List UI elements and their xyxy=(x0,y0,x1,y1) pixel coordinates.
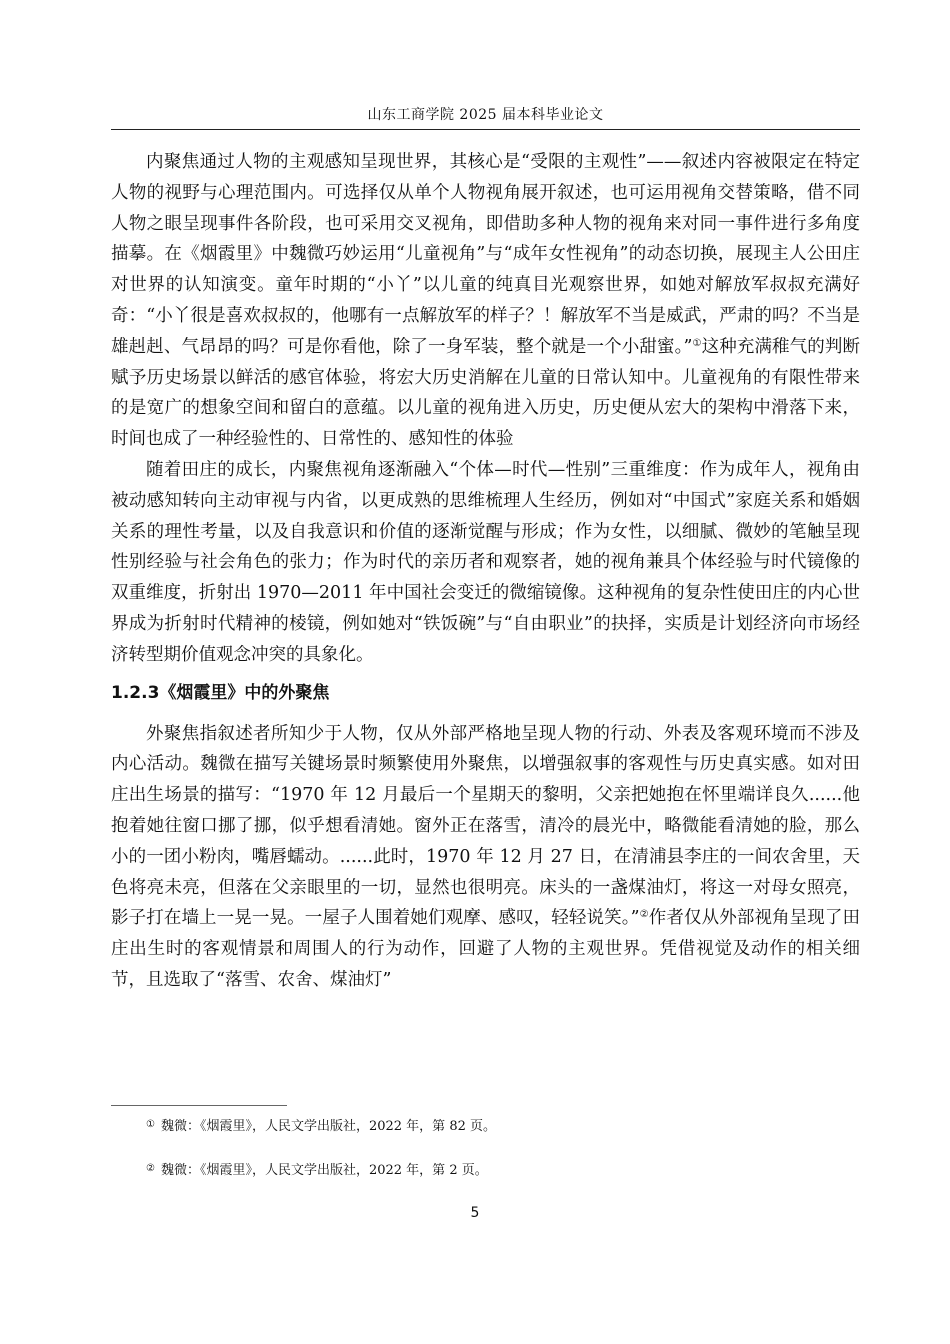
footnote-ref-1: ① xyxy=(692,337,702,349)
header-divider xyxy=(111,129,860,130)
footnote-mark: ① xyxy=(146,1119,155,1130)
paragraph-growth-perspective: 随着田庄的成长，内聚焦视角逐渐融入“个体—时代—性别”三重维度：作为成年人，视角由被动感知转向主动审视与内省，以更成熟的思维梳理人生经历，例如对“中国式”家庭关系和婚姻关系的理性考量，以及自我意识和价值的逐渐觉醒与形成；作为女性，以细腻、微妙的笔触呈现性别经验与社会角色的张力；作为时代的亲历者和观察者，她的视角兼具个体经验与时代镜像的双重维度，折射出 1970—2011 年中国社会变迁的微缩镜像。这种视角的复杂性使田庄的内心世界成为折射时代精神的棱镜，例如她对“铁饭碗”与“自由职业”的抉择，实质是计划经济向市场经济转型期价值观念冲突的具象化。 xyxy=(111,459,860,665)
running-header: 山东工商学院 2025 届本科毕业论文 xyxy=(367,107,604,123)
footnote-1 xyxy=(146,1116,496,1136)
paragraph-internal-focalization xyxy=(111,147,860,455)
footnote-text: 魏微：《烟霞里》，人民文学出版社，2022 年，第 2 页。 xyxy=(160,1163,488,1178)
section-heading: 1.2.3《烟霞里》中的外聚焦 xyxy=(111,682,330,703)
footnote-text: 魏微：《烟霞里》，人民文学出版社，2022 年，第 82 页。 xyxy=(160,1119,496,1134)
paragraph-external-focalization xyxy=(111,719,860,996)
footnote-divider xyxy=(111,1105,287,1106)
footnote-mark: ② xyxy=(146,1163,155,1174)
page-number: 5 xyxy=(470,1205,480,1221)
paragraph-text: 外聚焦指叙述者所知少于人物，仅从外部严格地呈现人物的行动、外表及客观环境而不涉及内心活动。魏微在描写关键场景时频繁使用外聚焦，以增强叙事的客观性与历史真实感。如对田庄出生场景的描写：“1970 年 12 月最后一个星期天的黎明，父亲把她抱在怀里端详良久......他抱着她往窗口挪了挪，似乎想看清她。窗外正在落雪，清冷的晨光中，略微能看清她的脸，那么小的一团小粉肉，嘴唇蠕动。......此时，1970 年 12 月 27 日，在清浦县李庄的一间农舍里，天色将亮未亮，但落在父亲眼里的一切，显然也很明亮。床头的一盏煤油灯，将这一对母女照亮，影子打在墙上一晃一晃。一屋子人围着她们观摩、感叹，轻轻说笑。” xyxy=(111,723,860,929)
footnote-2 xyxy=(146,1160,488,1180)
body-text xyxy=(111,147,860,996)
footnote-ref-2: ② xyxy=(639,909,649,921)
paragraph-text: 这种充满稚气的判断赋予历史场景以鲜活的感官体验，将宏大历史消解在儿童的日常认知中。儿童视角的有限性带来的是宽广的想象空间和留白的意蕴。以儿童的视角进入历史，历史便从宏大的架构中滑落下来，时间也成了一种经验性的、日常性的、感知性的体验 xyxy=(111,336,861,450)
paragraph-text: 作者仅从外部视角呈现了田庄出生时的客观情景和周围人的行为动作，回避了人物的主观世界。凭借视觉及动作的相关细节，且选取了“落雪、农舍、煤油灯” xyxy=(111,908,861,990)
paragraph-text: 内聚焦通过人物的主观感知呈现世界，其核心是“受限的主观性”——叙述内容被限定在特定人物的视野与心理范围内。可选择仅从单个人物视角展开叙述，也可运用视角交替策略，借不同人物之眼呈现事件各阶段，也可采用交叉视角，即借助多种人物的视角来对同一事件进行多角度描摹。在《烟霞里》中魏微巧妙运用“儿童视角”与“成年女性视角”的动态切换，展现主人公田庄对世界的认知演变。童年时期的“小丫”以儿童的纯真目光观察世界，如她对解放军叔叔充满好奇：“小丫很是喜欢叔叔的，他哪有一点解放军的样子？！解放军不当是威武，严肃的吗？不当是雄赳赳、气昂昂的吗？可是你看他，除了一身军装，整个就是一个小甜蜜。” xyxy=(111,152,860,357)
